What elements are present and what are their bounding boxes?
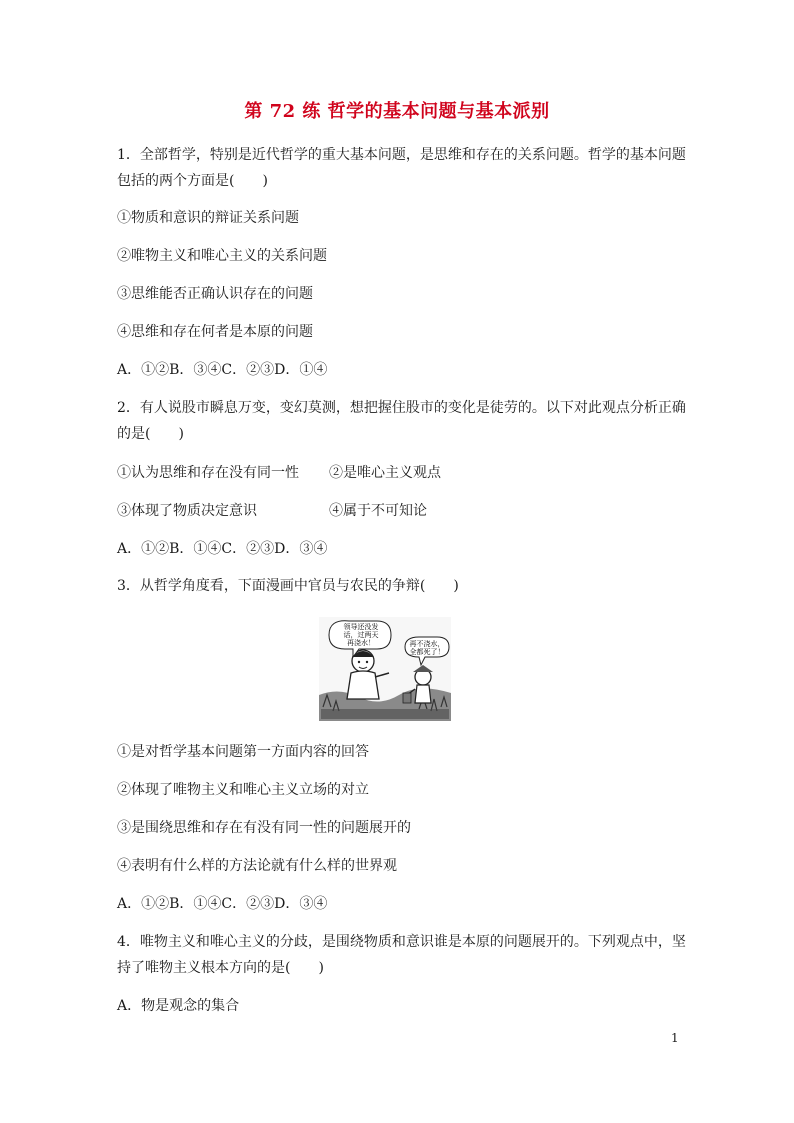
q2-items-row2 xyxy=(117,501,427,521)
official-bubble-line1: 领导还没发 xyxy=(343,623,379,631)
q1-options: A．①②B．③④C．②③D．①④ xyxy=(117,362,328,378)
q1-item-2: ②唯物主义和唯心主义的关系问题 xyxy=(117,248,327,264)
caption-band xyxy=(321,709,449,719)
water-bucket xyxy=(403,693,411,703)
q2-items-row1 xyxy=(117,463,441,483)
q1-item-1: ①物质和意识的辩证关系问题 xyxy=(117,210,299,226)
official-bubble-line2: 话，过两天 xyxy=(343,631,379,639)
q1-item-4: ④思维和存在何者是本原的问题 xyxy=(117,324,313,340)
page-title: 第 72 练 哲学的基本问题与基本派别 xyxy=(244,101,550,122)
q1-stem-line2: 包括的两个方面是( ) xyxy=(117,173,268,189)
q1-stem-line1: 1．全部哲学，特别是近代哲学的重大基本问题，是思维和存在的关系问题。哲学的基本问题 xyxy=(117,147,686,163)
official-body xyxy=(347,671,379,699)
q2-item-1: ①认为思维和存在没有同一性 xyxy=(117,465,299,481)
q4-stem-line1: 4．唯物主义和唯心主义的分歧，是围绕物质和意识谁是本原的问题展开的。下列观点中，坚 xyxy=(117,934,686,950)
q3-stem: 3．从哲学角度看，下面漫画中官员与农民的争辩( ) xyxy=(117,578,459,594)
q3-item-3: ③是围绕思维和存在有没有同一性的问题展开的 xyxy=(117,820,411,836)
q2-item-3: ③体现了物质决定意识 xyxy=(117,503,257,519)
q1-item-3: ③思维能否正确认识存在的问题 xyxy=(117,286,313,302)
q2-item-2: ②是唯心主义观点 xyxy=(329,465,441,481)
page-number: 1 xyxy=(671,1031,679,1045)
farmer-bubble-line2: 全都死了！ xyxy=(409,648,445,656)
q3-item-4: ④表明有什么样的方法论就有什么样的世界观 xyxy=(117,858,397,874)
q2-stem-line2: 的是( ) xyxy=(117,426,184,442)
q2-item-4: ④属于不可知论 xyxy=(329,503,427,519)
official-bubble-line3: 再浇水！ xyxy=(347,639,375,647)
q3-item-2: ②体现了唯物主义和唯心主义立场的对立 xyxy=(117,782,369,798)
q4-stem-line2: 持了唯物主义根本方向的是( ) xyxy=(117,960,324,976)
cartoon-image xyxy=(319,617,451,721)
farmer-bubble-line1: 再不浇水， xyxy=(409,640,445,648)
q2-options: A．①②B．①④C．②③D．③④ xyxy=(117,541,328,557)
q2-stem-line1: 2．有人说股市瞬息万变，变幻莫测，想把握住股市的变化是徒劳的。以下对此观点分析正确 xyxy=(117,400,686,416)
farmer-body xyxy=(415,685,431,703)
q4-option-a: A．物是观念的集合 xyxy=(117,998,240,1014)
q3-options: A．①②B．①④C．②③D．③④ xyxy=(117,896,328,912)
q3-item-1: ①是对哲学基本问题第一方面内容的回答 xyxy=(117,744,369,760)
